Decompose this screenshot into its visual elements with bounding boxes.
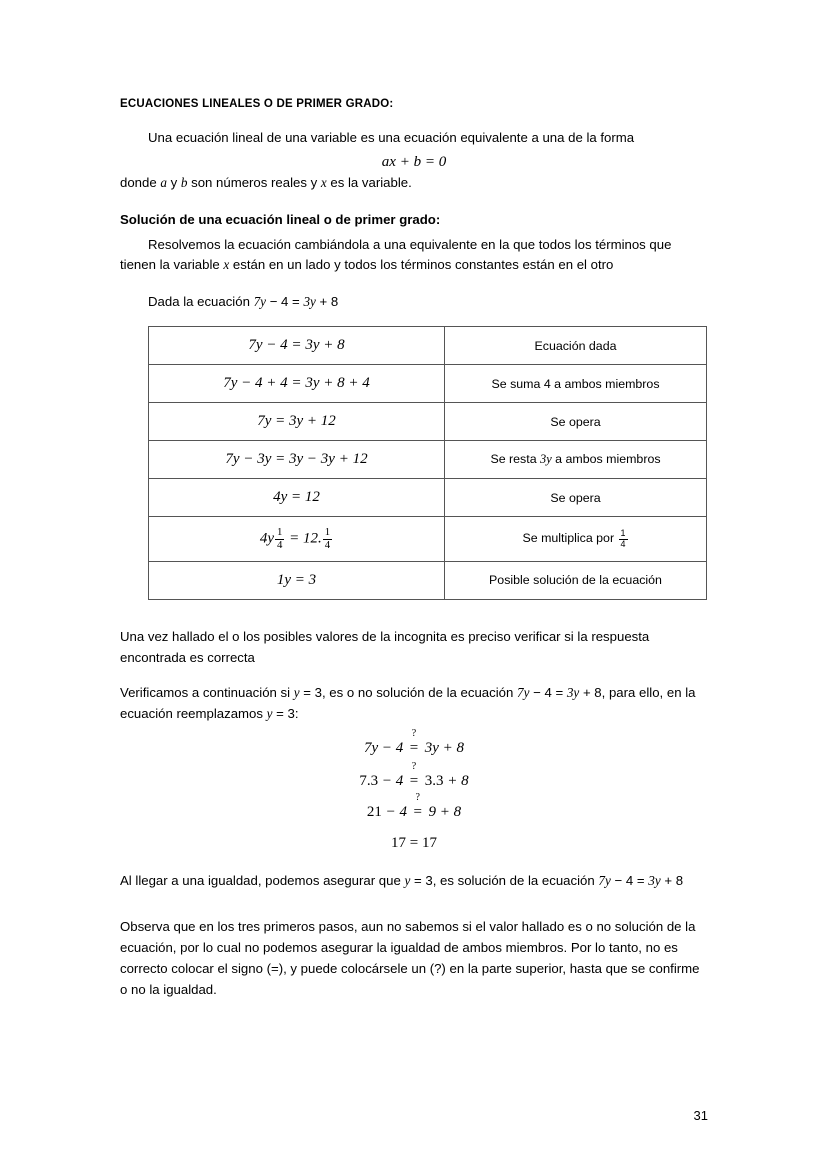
table-cell-equation: 7y = 3y + 12 <box>149 403 445 441</box>
after-table-paragraph: Una vez hallado el o los posibles valores de la incognita es preciso verificar si la respuesta encontrada es correcta <box>120 628 650 666</box>
table-cell-reason: Se opera <box>445 403 707 441</box>
page-title <box>120 95 708 110</box>
table-row <box>149 479 707 517</box>
table-cell-equation: 7y − 3y = 3y − 3y + 12 <box>149 441 445 479</box>
page-number: 31 <box>693 1108 708 1123</box>
table-cell-reason: Se opera <box>445 479 707 517</box>
table-cell-equation: 4y $\frac{1}{4}$ = 12. $\frac{1}{4}$ <box>149 517 445 562</box>
section-subheading: Solución de una ecuación lineal o de primer grado: <box>120 211 441 227</box>
intro-formula: ax + b = 0 <box>381 154 447 171</box>
table-row <box>149 403 707 441</box>
verify-step-4: 17 = 17 <box>391 835 437 852</box>
given-equation-label: Dada la ecuación 7y − 4 = 3y + 8 <box>148 293 339 309</box>
table-cell-equation: 7y − 4 = 3y + 8 <box>149 327 445 365</box>
table-row <box>149 517 707 562</box>
table-cell-reason: Ecuación dada <box>445 327 707 365</box>
note-paragraph: Observa que en los tres primeros pasos, aun no sabemos si el valor hallado es o no solución de la ecuación, por lo cual no podemos asegurar la igualdad de ambos miembros. Por lo tanto, no es correcto colocar el signo (=), y puede colocársele un (?) en la parte superior, hasta que se confirme o no la igualdad. <box>120 918 700 997</box>
table-cell-equation: 4y = 12 <box>149 479 445 517</box>
table-cell-reason: Se resta 3y a ambos miembros <box>445 441 707 479</box>
intro-paragraph: Una ecuación lineal de una variable es una ecuación equivalente a una de la forma <box>148 130 635 145</box>
page-title-text: ECUACIONES LINEALES O DE PRIMER GRADO: <box>120 98 394 110</box>
table-row <box>149 441 707 479</box>
verify-paragraph: Verificamos a continuación si y = 3, es o no solución de la ecuación 7y − 4 = 3y + 8, para ello, en la ecuación reemplazamos y = 3: <box>120 685 696 722</box>
table-cell-reason: Se suma 4 a ambos miembros <box>445 365 707 403</box>
table-cell-reason: Posible solución de la ecuación <box>445 561 707 599</box>
verify-step-2: 7.3 − 4 ? = 3.3 + 8 <box>359 761 469 790</box>
table-row <box>149 327 707 365</box>
table-row <box>149 561 707 599</box>
conclusion-paragraph: Al llegar a una igualdad, podemos asegurar que y = 3, es solución de la ecuación 7y − 4 = 3y + 8 <box>120 873 684 889</box>
intro-after-paragraph: donde a y b son números reales y x es la variable. <box>120 175 412 191</box>
table-cell-reason: Se multiplica por $\frac{1}{4}$ <box>445 517 707 562</box>
steps-table <box>148 326 707 600</box>
table-cell-equation: 7y − 4 + 4 = 3y + 8 + 4 <box>149 365 445 403</box>
table-row <box>149 365 707 403</box>
solution-paragraph: Resolvemos la ecuación cambiándola a una equivalente en la que todos los términos que tienen la variable x están en un lado y todos los términos constantes están en el otro <box>120 236 672 273</box>
verify-step-1: 7y − 4 ? = 3y + 8 <box>363 728 465 757</box>
table-cell-equation: 1y = 3 <box>149 561 445 599</box>
verify-step-3: 21 − 4 ? = 9 + 8 <box>366 792 462 821</box>
